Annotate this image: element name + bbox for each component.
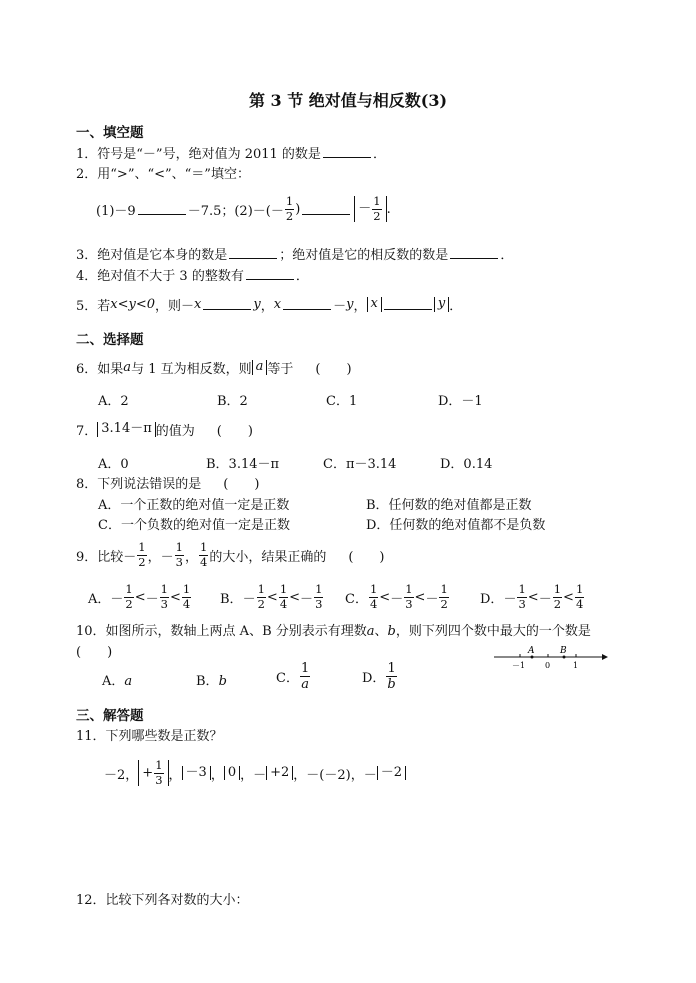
section-heading-choice: 二、选择题 — [76, 332, 144, 348]
question-2-expressions: (1)－9 －7.5；(2)－(－ $\frac{1}{2}$ ) － $\frac{1}{2}$ . — [96, 194, 391, 223]
option-a[interactable]: A． － $\frac{1}{2}$ < － $\frac{1}{3}$ < $\frac{1}{4}$ — [88, 582, 191, 611]
number-line-diagram — [490, 644, 610, 670]
section-heading-fill: 一、填空题 — [76, 125, 144, 141]
question-6: 6． 如果 a 与 1 互为相反数，则 a 等于 ( ) — [76, 359, 352, 377]
absolute-value: 0 — [224, 766, 240, 780]
question-8: 8．下列说法错误的是 ( ) — [76, 477, 260, 492]
absolute-value: 3.14－π — [97, 422, 156, 436]
answer-blank[interactable] — [229, 248, 277, 259]
option-b[interactable]: B．2 — [217, 394, 248, 409]
option-b[interactable]: B．3.14－π — [206, 457, 280, 472]
option-c[interactable]: C．π－3.14 — [323, 457, 397, 472]
tick-label: －1 — [512, 661, 526, 670]
absolute-value: x — [367, 297, 382, 311]
arrow-icon — [602, 654, 608, 660]
absolute-value: a — [252, 360, 268, 374]
option-b[interactable]: B．b — [196, 674, 227, 689]
question-text: 符号是“－”号，绝对值为 2011 的数是 — [97, 147, 321, 162]
tick-label: 1 — [573, 661, 579, 670]
answer-blank[interactable] — [283, 299, 331, 310]
absolute-value: + $\frac{1}{3}$ — [138, 760, 168, 786]
option-c[interactable]: C．一个负数的绝对值一定是正数 — [98, 518, 290, 533]
option-d[interactable]: D．任何数的绝对值都不是负数 — [366, 518, 546, 533]
fraction: $\frac{1}{2}$ — [138, 540, 146, 569]
absolute-value: －2 — [377, 766, 406, 780]
option-d[interactable]: D． $\frac{1}{b}$ — [362, 661, 396, 692]
tick-label: 0 — [545, 661, 551, 670]
option-d[interactable]: D．0.14 — [440, 457, 493, 472]
option-d[interactable]: D． － $\frac{1}{3}$ < － $\frac{1}{2}$ < $\frac{1}{4}$ — [480, 582, 584, 611]
option-a[interactable]: A．2 — [98, 394, 129, 409]
question-number: 2． — [76, 167, 98, 182]
question-5: 5． 若 x<y<0 ，则－ x y ， x － y ， x y ． — [76, 296, 463, 314]
question-1: 1．符号是“－”号，绝对值为 2011 的数是 ． — [76, 147, 386, 162]
question-11: 11．下列哪些数是正数？ — [76, 729, 223, 744]
answer-blank[interactable] — [302, 204, 350, 215]
answer-blank[interactable] — [246, 269, 294, 280]
question-10-paren: ( ) — [76, 645, 113, 660]
question-4: 4．绝对值不大于 3 的整数有 ． — [76, 269, 309, 284]
option-a[interactable]: A．0 — [98, 457, 129, 472]
label-b: B — [560, 646, 567, 656]
absolute-value: +2 — [266, 766, 293, 780]
absolute-value: －3 — [182, 766, 211, 780]
question-11-numbers: －2， + $\frac{1}{3}$ ， －3 ， 0 ，－ +2 ，－(－2)，－ －2 — [104, 760, 406, 786]
question-3: 3．绝对值是它本身的数是 ；绝对值是它的相反数的数是 ． — [76, 248, 514, 263]
option-b[interactable]: B． － $\frac{1}{2}$ < $\frac{1}{4}$ < － $\frac{1}{3}$ — [220, 582, 323, 611]
answer-blank[interactable] — [450, 248, 498, 259]
question-12: 12．比较下列各对数的大小： — [76, 893, 249, 908]
answer-blank[interactable] — [138, 204, 186, 215]
answer-blank[interactable] — [323, 147, 371, 158]
question-7: 7． 3.14－π 的值为 ( ) — [76, 421, 253, 439]
section-heading-answer: 三、解答题 — [76, 708, 144, 724]
absolute-value: － $\frac{1}{2}$ — [354, 196, 386, 222]
absolute-value: y — [434, 297, 449, 311]
answer-blank[interactable] — [384, 299, 432, 310]
option-a[interactable]: A．a — [102, 674, 133, 689]
label-a: A — [528, 646, 535, 656]
option-c[interactable]: C． $\frac{1}{a}$ — [276, 661, 310, 692]
question-text: 用“>”、“<”、“＝”填空： — [97, 167, 250, 182]
option-b[interactable]: B．任何数的绝对值都是正数 — [366, 498, 532, 513]
fraction: $\frac{1}{2}$ — [285, 194, 294, 223]
fraction: $\frac{1}{3}$ — [175, 540, 183, 569]
question-9: 9． 比较－ $\frac{1}{2}$ ，－ $\frac{1}{3}$ ， $\frac{1}{4}$ 的大小，结果正确的 ( ) — [76, 540, 385, 569]
fraction: $\frac{1}{4}$ — [199, 540, 208, 569]
option-c[interactable]: C．1 — [326, 394, 358, 409]
option-d[interactable]: D．－1 — [438, 394, 483, 409]
question-10: 10．如图所示，数轴上两点 A、B 分别表示有理数a、b，则下列四个数中最大的一个数是 — [76, 624, 591, 639]
question-2 — [76, 163, 250, 182]
question-number: 1． — [76, 147, 98, 162]
option-c[interactable]: C． $\frac{1}{4}$ < － $\frac{1}{3}$ < － $\frac{1}{2}$ — [345, 582, 448, 611]
option-a[interactable]: A．一个正数的绝对值一定是正数 — [98, 498, 290, 513]
answer-blank[interactable] — [203, 299, 251, 310]
page-title: 第 3 节 绝对值与相反数(3) — [248, 91, 448, 110]
